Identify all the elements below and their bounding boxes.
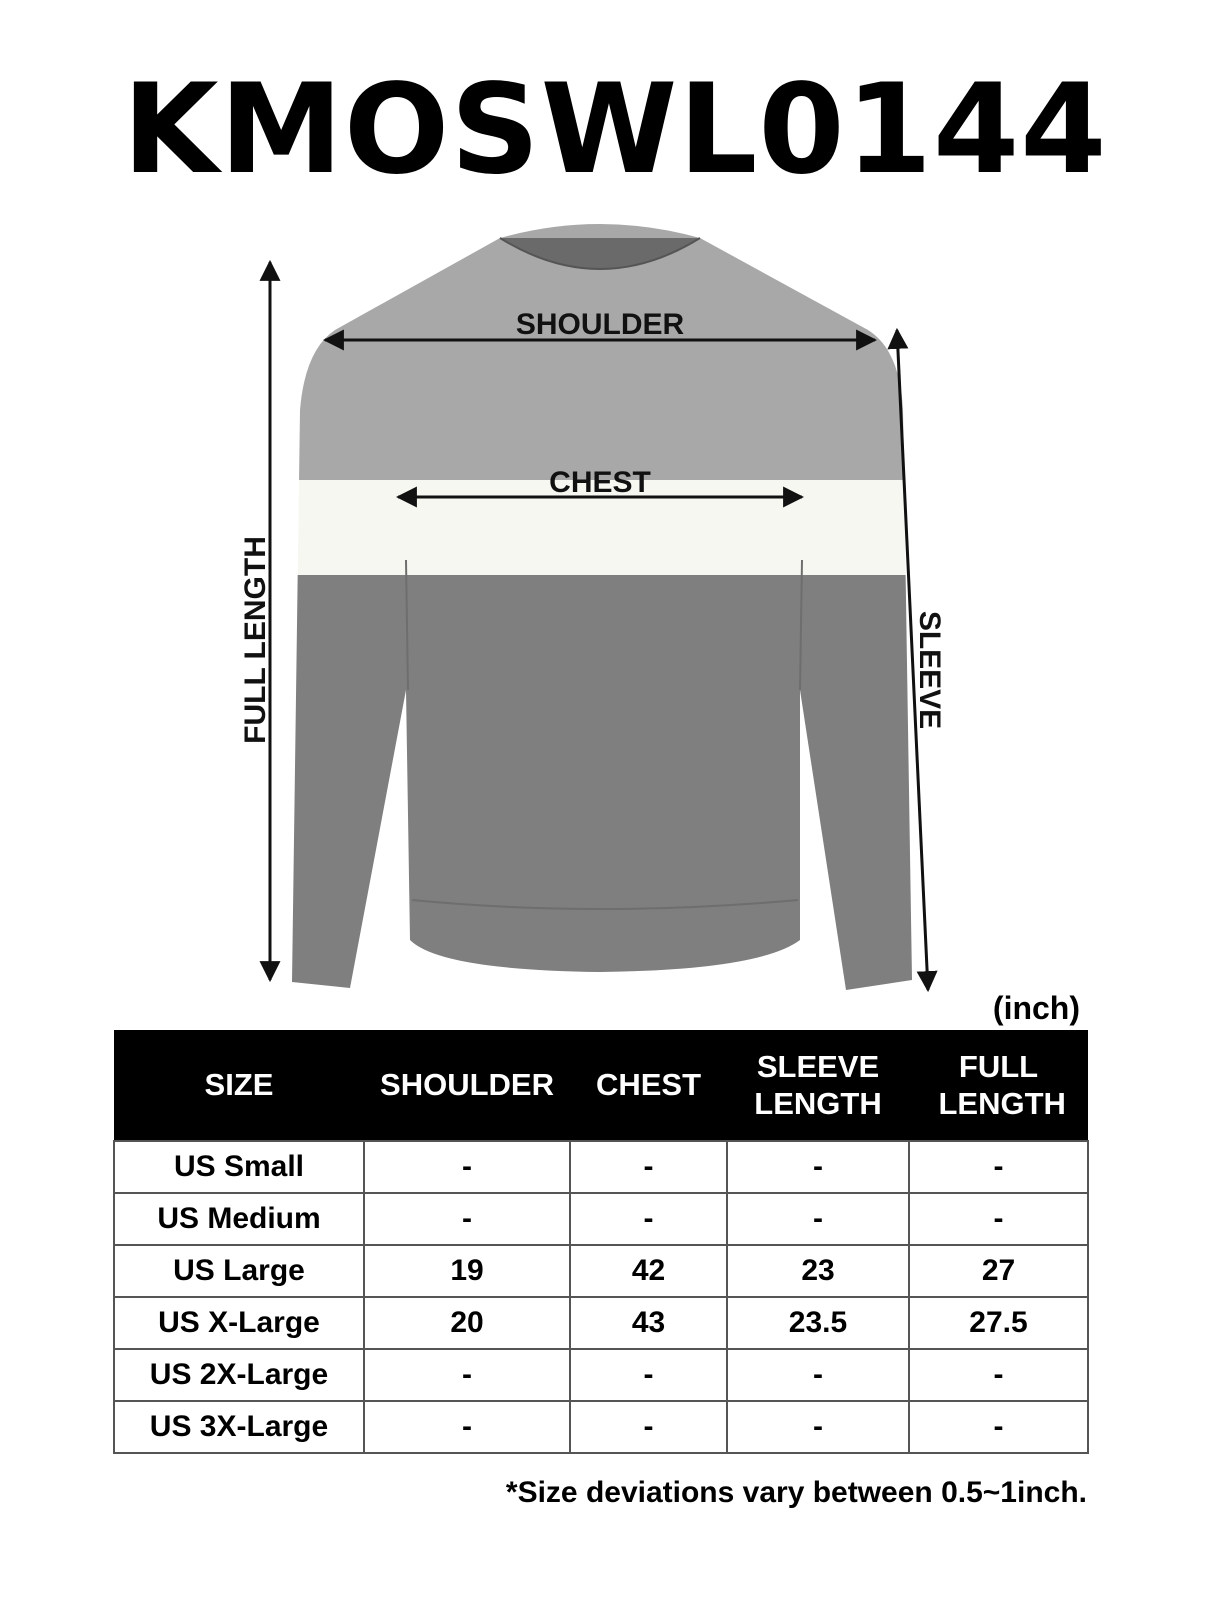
cell-chest: - <box>570 1141 727 1193</box>
cell-size: US Small <box>114 1141 364 1193</box>
shoulder-label: SHOULDER <box>515 308 685 341</box>
header-chest: CHEST <box>570 1030 727 1141</box>
product-code-title: KMOSWL0144 <box>122 58 1108 202</box>
cell-full-length: 27 <box>909 1245 1088 1297</box>
cell-chest: - <box>570 1193 727 1245</box>
cell-size: US X-Large <box>114 1297 364 1349</box>
cell-chest: - <box>570 1349 727 1401</box>
cell-full-length: - <box>909 1401 1088 1453</box>
cell-sleeve-length: 23.5 <box>727 1297 909 1349</box>
header-shoulder: SHOULDER <box>364 1030 570 1141</box>
header-full-length-text: FULL LENGTH <box>938 1048 1066 1121</box>
cell-shoulder: - <box>364 1141 570 1193</box>
sweater-bottom-band <box>280 575 930 1000</box>
table-row <box>114 1401 1088 1453</box>
table-row <box>114 1141 1088 1193</box>
header-sleeve-length-text: SLEEVE LENGTH <box>754 1048 882 1121</box>
cell-sleeve-length: - <box>727 1349 909 1401</box>
cell-size: US Medium <box>114 1193 364 1245</box>
size-deviation-note: *Size deviations vary between 0.5~1inch. <box>505 1476 1087 1509</box>
cell-shoulder: - <box>364 1349 570 1401</box>
table-row <box>114 1297 1088 1349</box>
cell-size: US 2X-Large <box>114 1349 364 1401</box>
unit-label: (inch) <box>992 990 1080 1026</box>
table-row <box>114 1245 1088 1297</box>
header-size: SIZE <box>114 1030 364 1141</box>
sleeve-label: SLEEVE <box>913 610 946 730</box>
full-length-measure <box>239 262 272 980</box>
table-row <box>114 1193 1088 1245</box>
cell-size: US 3X-Large <box>114 1401 364 1453</box>
table-row <box>114 1349 1088 1401</box>
full-length-label: FULL LENGTH <box>239 536 272 744</box>
cell-full-length: - <box>909 1193 1088 1245</box>
header-full-length <box>909 1030 1088 1141</box>
cell-size: US Large <box>114 1245 364 1297</box>
cell-shoulder: 20 <box>364 1297 570 1349</box>
cell-chest: 42 <box>570 1245 727 1297</box>
cell-shoulder: - <box>364 1193 570 1245</box>
cell-chest: 43 <box>570 1297 727 1349</box>
cell-sleeve-length: - <box>727 1401 909 1453</box>
cell-sleeve-length: - <box>727 1141 909 1193</box>
cell-full-length: - <box>909 1349 1088 1401</box>
size-chart-table <box>113 1030 1089 1454</box>
cell-sleeve-length: 23 <box>727 1245 909 1297</box>
cell-full-length: 27.5 <box>909 1297 1088 1349</box>
cell-shoulder: 19 <box>364 1245 570 1297</box>
cell-sleeve-length: - <box>727 1193 909 1245</box>
header-sleeve-length <box>727 1030 909 1141</box>
chest-label: CHEST <box>549 466 651 499</box>
cell-chest: - <box>570 1401 727 1453</box>
cell-shoulder: - <box>364 1401 570 1453</box>
table-header-row <box>114 1030 1088 1141</box>
cell-full-length: - <box>909 1141 1088 1193</box>
